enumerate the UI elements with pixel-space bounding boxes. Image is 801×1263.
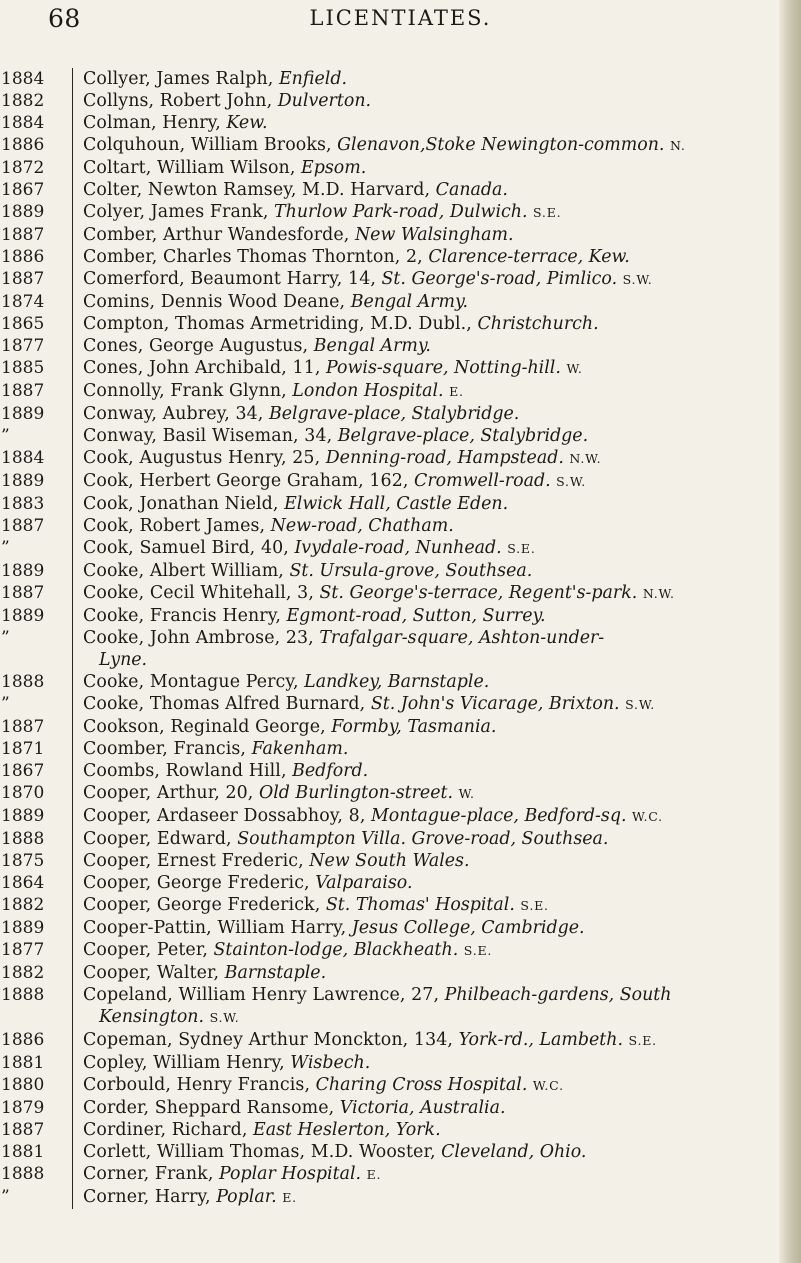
entry-year: ” (1, 538, 10, 558)
entry-year: 1889 (1, 606, 45, 626)
entry-address: Barnstaple. (224, 963, 327, 983)
entry-year: 1880 (1, 1075, 45, 1095)
entry-year: 1887 (1, 381, 45, 401)
list-item (1, 470, 773, 493)
entry-name: Colman, Henry, (83, 113, 221, 133)
entry-year: 1883 (1, 494, 45, 514)
entry-year: 1889 (1, 806, 45, 826)
list-item (1, 313, 773, 335)
list-item (1, 850, 773, 872)
list-item (1, 380, 773, 403)
entry-name: Comerford, Beaumont Harry, 14, (83, 269, 376, 289)
entry-district: S.W. (622, 272, 653, 287)
entry-district: S.E. (463, 943, 493, 958)
list-item (1, 693, 773, 716)
entry-district: S.W. (209, 1010, 240, 1025)
entry-name: Cooke, Montague Percy, (83, 672, 299, 692)
entry-district: N.W. (569, 451, 602, 466)
entry-name: Compton, Thomas Armetriding, M.D. Dubl., (83, 314, 472, 334)
entry-district: E. (282, 1190, 297, 1205)
entry-address: St. Ursula-grove, Southsea. (289, 561, 533, 581)
entry-year: 1877 (1, 940, 45, 960)
list-item (1, 605, 773, 627)
entry-year: 1887 (1, 1120, 45, 1140)
entry-year: 1882 (1, 895, 45, 915)
entry-name: Colter, Newton Ramsey, M.D. Harvard, (83, 180, 431, 200)
list-item (1, 760, 773, 782)
entry-district: N. (669, 138, 686, 153)
entry-district: W. (458, 786, 475, 801)
list-item (1, 1052, 773, 1074)
entry-year: 1881 (1, 1142, 45, 1162)
entry-address: New Walsingham. (354, 225, 514, 245)
entry-name: Cooke, Albert William, (83, 561, 284, 581)
entry-year: 1882 (1, 963, 45, 983)
entry-name: Corner, Frank, (83, 1164, 214, 1184)
entry-district: S.E. (507, 541, 536, 556)
entry-address-continued: Lyne. (99, 650, 148, 670)
entry-year: 1864 (1, 873, 45, 893)
list-item (1, 1186, 773, 1209)
entry-address: Fakenham. (251, 739, 349, 759)
entry-name: Cooper, Arthur, 20, (83, 783, 254, 803)
entry-district: S.W. (625, 697, 656, 712)
entry-name: Cones, George Augustus, (83, 336, 309, 356)
entry-year: ” (1, 426, 10, 446)
entry-year: ” (1, 628, 10, 648)
entry-name: Cooke, Cecil Whitehall, 3, (83, 583, 314, 603)
entry-year: 1881 (1, 1053, 45, 1073)
entry-address: Montague-place, Bedford-sq. (370, 806, 627, 826)
entry-year: 1887 (1, 516, 45, 536)
list-item (1, 962, 773, 984)
entry-district: E. (449, 384, 464, 399)
entry-name: Cook, Augustus Henry, 25, (83, 448, 321, 468)
list-item (1, 157, 773, 179)
entry-district: E. (366, 1167, 382, 1182)
entry-year: 1874 (1, 292, 45, 312)
entry-name: Cook, Herbert George Graham, 162, (83, 471, 409, 491)
list-item (1, 984, 773, 1029)
entry-address: London Hospital. (292, 381, 444, 401)
entry-name: Colyer, James Frank, (83, 202, 269, 222)
entry-address: York-rd., Lambeth. (458, 1030, 623, 1050)
entry-year: 1888 (1, 672, 45, 692)
list-item (1, 738, 773, 760)
entry-address: Kew. (226, 113, 268, 133)
entry-year: 1888 (1, 985, 45, 1005)
entry-address: New South Wales. (309, 851, 470, 871)
entry-year: 1879 (1, 1098, 45, 1118)
list-item (1, 1163, 773, 1186)
entry-year: 1884 (1, 69, 45, 89)
list-item (1, 134, 773, 157)
entry-year: 1889 (1, 202, 45, 222)
entry-name: Collyer, James Ralph, (83, 69, 274, 89)
entry-name: Corlett, William Thomas, M.D. Wooster, (83, 1142, 436, 1162)
entry-year: 1884 (1, 113, 45, 133)
list-item (1, 403, 773, 425)
entry-address: Glenavon,Stoke Newington-common. (337, 135, 665, 155)
entry-year: 1884 (1, 448, 45, 468)
entry-name: Corbould, Henry Francis, (83, 1075, 311, 1095)
entry-year: 1872 (1, 158, 45, 178)
entry-year: 1887 (1, 717, 45, 737)
entry-year: 1875 (1, 851, 45, 871)
entry-address: Poplar. (216, 1187, 277, 1207)
entry-year: 1888 (1, 829, 45, 849)
entry-address: East Heslerton, York. (253, 1120, 441, 1140)
licentiates-list (1, 68, 773, 1209)
entry-name: Cooper-Pattin, William Harry, (83, 918, 347, 938)
entry-district: S.E. (628, 1033, 657, 1048)
entry-year: 1877 (1, 336, 45, 356)
list-item (1, 179, 773, 201)
entry-address: St. George's-terrace, Regent's-park. (319, 583, 638, 603)
entry-name: Cordiner, Richard, (83, 1120, 248, 1140)
entry-address: Epsom. (301, 158, 367, 178)
entry-district: S.E. (533, 205, 562, 220)
entry-name: Conway, Aubrey, 34, (83, 404, 264, 424)
list-item (1, 493, 773, 515)
entry-year: 1870 (1, 783, 45, 803)
entry-name: Cooper, George Frederic, (83, 873, 310, 893)
entry-address: Christchurch. (477, 314, 599, 334)
entry-year: 1889 (1, 561, 45, 581)
entry-district: W.C. (532, 1078, 564, 1093)
entry-address: Wisbech. (290, 1053, 371, 1073)
entry-year: 1887 (1, 269, 45, 289)
list-item (1, 716, 773, 738)
entry-name: Connolly, Frank Glynn, (83, 381, 287, 401)
entry-name: Coltart, William Wilson, (83, 158, 296, 178)
entry-address: Dulverton. (277, 91, 372, 111)
entry-name: Conway, Basil Wiseman, 34, (83, 426, 333, 446)
list-item (1, 515, 773, 537)
entry-address: Southampton Villa. Grove-road, Southsea. (237, 829, 609, 849)
entry-year: 1885 (1, 358, 45, 378)
list-item (1, 1029, 773, 1052)
entry-year: 1888 (1, 1164, 45, 1184)
entry-address: Denning-road, Hampstead. (325, 448, 564, 468)
entry-address: Enfield. (278, 69, 347, 89)
list-item (1, 537, 773, 560)
entry-address: Egmont-road, Sutton, Surrey. (286, 606, 546, 626)
entry-year: 1886 (1, 247, 45, 267)
entry-name: Coombs, Rowland Hill, (83, 761, 287, 781)
entry-year: 1887 (1, 225, 45, 245)
list-item (1, 782, 773, 805)
entry-year: 1867 (1, 761, 45, 781)
entry-address: Belgrave-place, Stalybridge. (268, 404, 520, 424)
entry-address-continued: Kensington. (99, 1007, 205, 1027)
entry-address: Ivydale-road, Nunhead. (294, 538, 502, 558)
entry-district: S.E. (520, 898, 549, 913)
list-item (1, 939, 773, 962)
entry-address: Bengal Army. (313, 336, 431, 356)
entry-year: 1882 (1, 91, 45, 111)
entry-address: Stainton-lodge, Blackheath. (213, 940, 459, 960)
list-item (1, 894, 773, 917)
entry-address: New-road, Chatham. (270, 516, 454, 536)
entry-address: Bengal Army. (350, 292, 468, 312)
entry-district: S.W. (556, 474, 587, 489)
list-item (1, 246, 773, 268)
entry-address: Bedford. (292, 761, 369, 781)
entry-year: 1889 (1, 471, 45, 491)
entry-name: Cooke, John Ambrose, 23, (83, 628, 314, 648)
entry-name: Copley, William Henry, (83, 1053, 285, 1073)
entry-address: Formby, Tasmania. (331, 717, 497, 737)
entry-name: Cooke, Francis Henry, (83, 606, 281, 626)
entry-name: Comber, Arthur Wandesforde, (83, 225, 350, 245)
list-item (1, 917, 773, 939)
entry-address: Trafalgar-square, Ashton-under- (319, 628, 605, 648)
entry-address: Cleveland, Ohio. (441, 1142, 587, 1162)
entry-address: Valparaiso. (315, 873, 413, 893)
entry-address: Victoria, Australia. (339, 1098, 506, 1118)
entry-address: Thurlow Park-road, Dulwich. (274, 202, 528, 222)
list-item (1, 425, 773, 447)
list-item (1, 224, 773, 246)
entry-name: Cooper, Ardaseer Dossabhoy, 8, (83, 806, 366, 826)
entry-name: Cooke, Thomas Alfred Burnard, (83, 694, 366, 714)
entry-address: St. John's Vicarage, Brixton. (370, 694, 620, 714)
entry-name: Cooper, George Frederick, (83, 895, 321, 915)
list-item (1, 1074, 773, 1097)
list-item (1, 68, 773, 90)
entry-address: Poplar Hospital. (218, 1164, 362, 1184)
list-item (1, 335, 773, 357)
entry-name: Collyns, Robert John, (83, 91, 273, 111)
entry-address: Charing Cross Hospital. (315, 1075, 528, 1095)
entry-year: 1887 (1, 583, 45, 603)
entry-address: Landkey, Barnstaple. (304, 672, 490, 692)
entry-name: Cooper, Peter, (83, 940, 208, 960)
list-item (1, 1141, 773, 1163)
list-item (1, 112, 773, 134)
entry-year: 1865 (1, 314, 45, 334)
list-item (1, 357, 773, 380)
entry-name: Comber, Charles Thomas Thornton, 2, (83, 247, 423, 267)
entry-name: Cones, John Archibald, 11, (83, 358, 321, 378)
entry-district: W. (566, 361, 583, 376)
list-item (1, 1119, 773, 1141)
entry-address: Jesus College, Cambridge. (351, 918, 585, 938)
page-number: 68 (48, 4, 81, 33)
entry-name: Cook, Robert James, (83, 516, 266, 536)
page-edge-shadow (779, 0, 801, 1263)
list-item (1, 805, 773, 828)
running-head: LICENTIATES. (309, 6, 492, 30)
entry-year: 1886 (1, 1030, 45, 1050)
entry-address: Philbeach-gardens, South (444, 985, 672, 1005)
entry-address: Elwick Hall, Castle Eden. (284, 494, 509, 514)
entry-year: 1871 (1, 739, 45, 759)
entry-name: Cooper, Ernest Frederic, (83, 851, 304, 871)
list-item (1, 1097, 773, 1119)
entry-name: Cooper, Walter, (83, 963, 220, 983)
entry-address: Old Burlington-street. (258, 783, 454, 803)
list-item (1, 582, 773, 605)
entry-address: St. Thomas' Hospital. (325, 895, 515, 915)
entry-year: 1886 (1, 135, 45, 155)
list-item (1, 560, 773, 582)
entry-name: Cooper, Edward, (83, 829, 232, 849)
list-item (1, 447, 773, 470)
entry-name: Corner, Harry, (83, 1187, 211, 1207)
entry-address: Powis-square, Notting-hill. (326, 358, 561, 378)
entry-district: W.C. (632, 809, 663, 824)
list-item (1, 627, 773, 671)
entry-address: St. George's-road, Pimlico. (381, 269, 618, 289)
entry-name: Copeman, Sydney Arthur Monckton, 134, (83, 1030, 454, 1050)
entry-name: Cook, Samuel Bird, 40, (83, 538, 289, 558)
entry-name: Cook, Jonathan Nield, (83, 494, 279, 514)
list-item (1, 872, 773, 894)
list-item (1, 828, 773, 850)
entry-year: 1889 (1, 918, 45, 938)
entry-name: Comins, Dennis Wood Deane, (83, 292, 346, 312)
entry-address: Clarence-terrace, Kew. (428, 247, 630, 267)
entry-year: 1867 (1, 180, 45, 200)
entry-year: 1889 (1, 404, 45, 424)
entry-name: Cookson, Reginald George, (83, 717, 326, 737)
list-item (1, 90, 773, 112)
entry-year: ” (1, 1187, 10, 1207)
list-item (1, 201, 773, 224)
entry-name: Colquhoun, William Brooks, (83, 135, 332, 155)
entry-address: Cromwell-road. (414, 471, 551, 491)
list-item (1, 291, 773, 313)
entry-address: Belgrave-place, Stalybridge. (337, 426, 589, 446)
entry-name: Coomber, Francis, (83, 739, 247, 759)
entry-address: Canada. (435, 180, 508, 200)
entry-district: N.W. (642, 586, 675, 601)
list-item (1, 268, 773, 291)
entry-name: Corder, Sheppard Ransome, (83, 1098, 335, 1118)
entry-name: Copeland, William Henry Lawrence, 27, (83, 985, 440, 1005)
entry-year: ” (1, 694, 10, 714)
list-item (1, 671, 773, 693)
